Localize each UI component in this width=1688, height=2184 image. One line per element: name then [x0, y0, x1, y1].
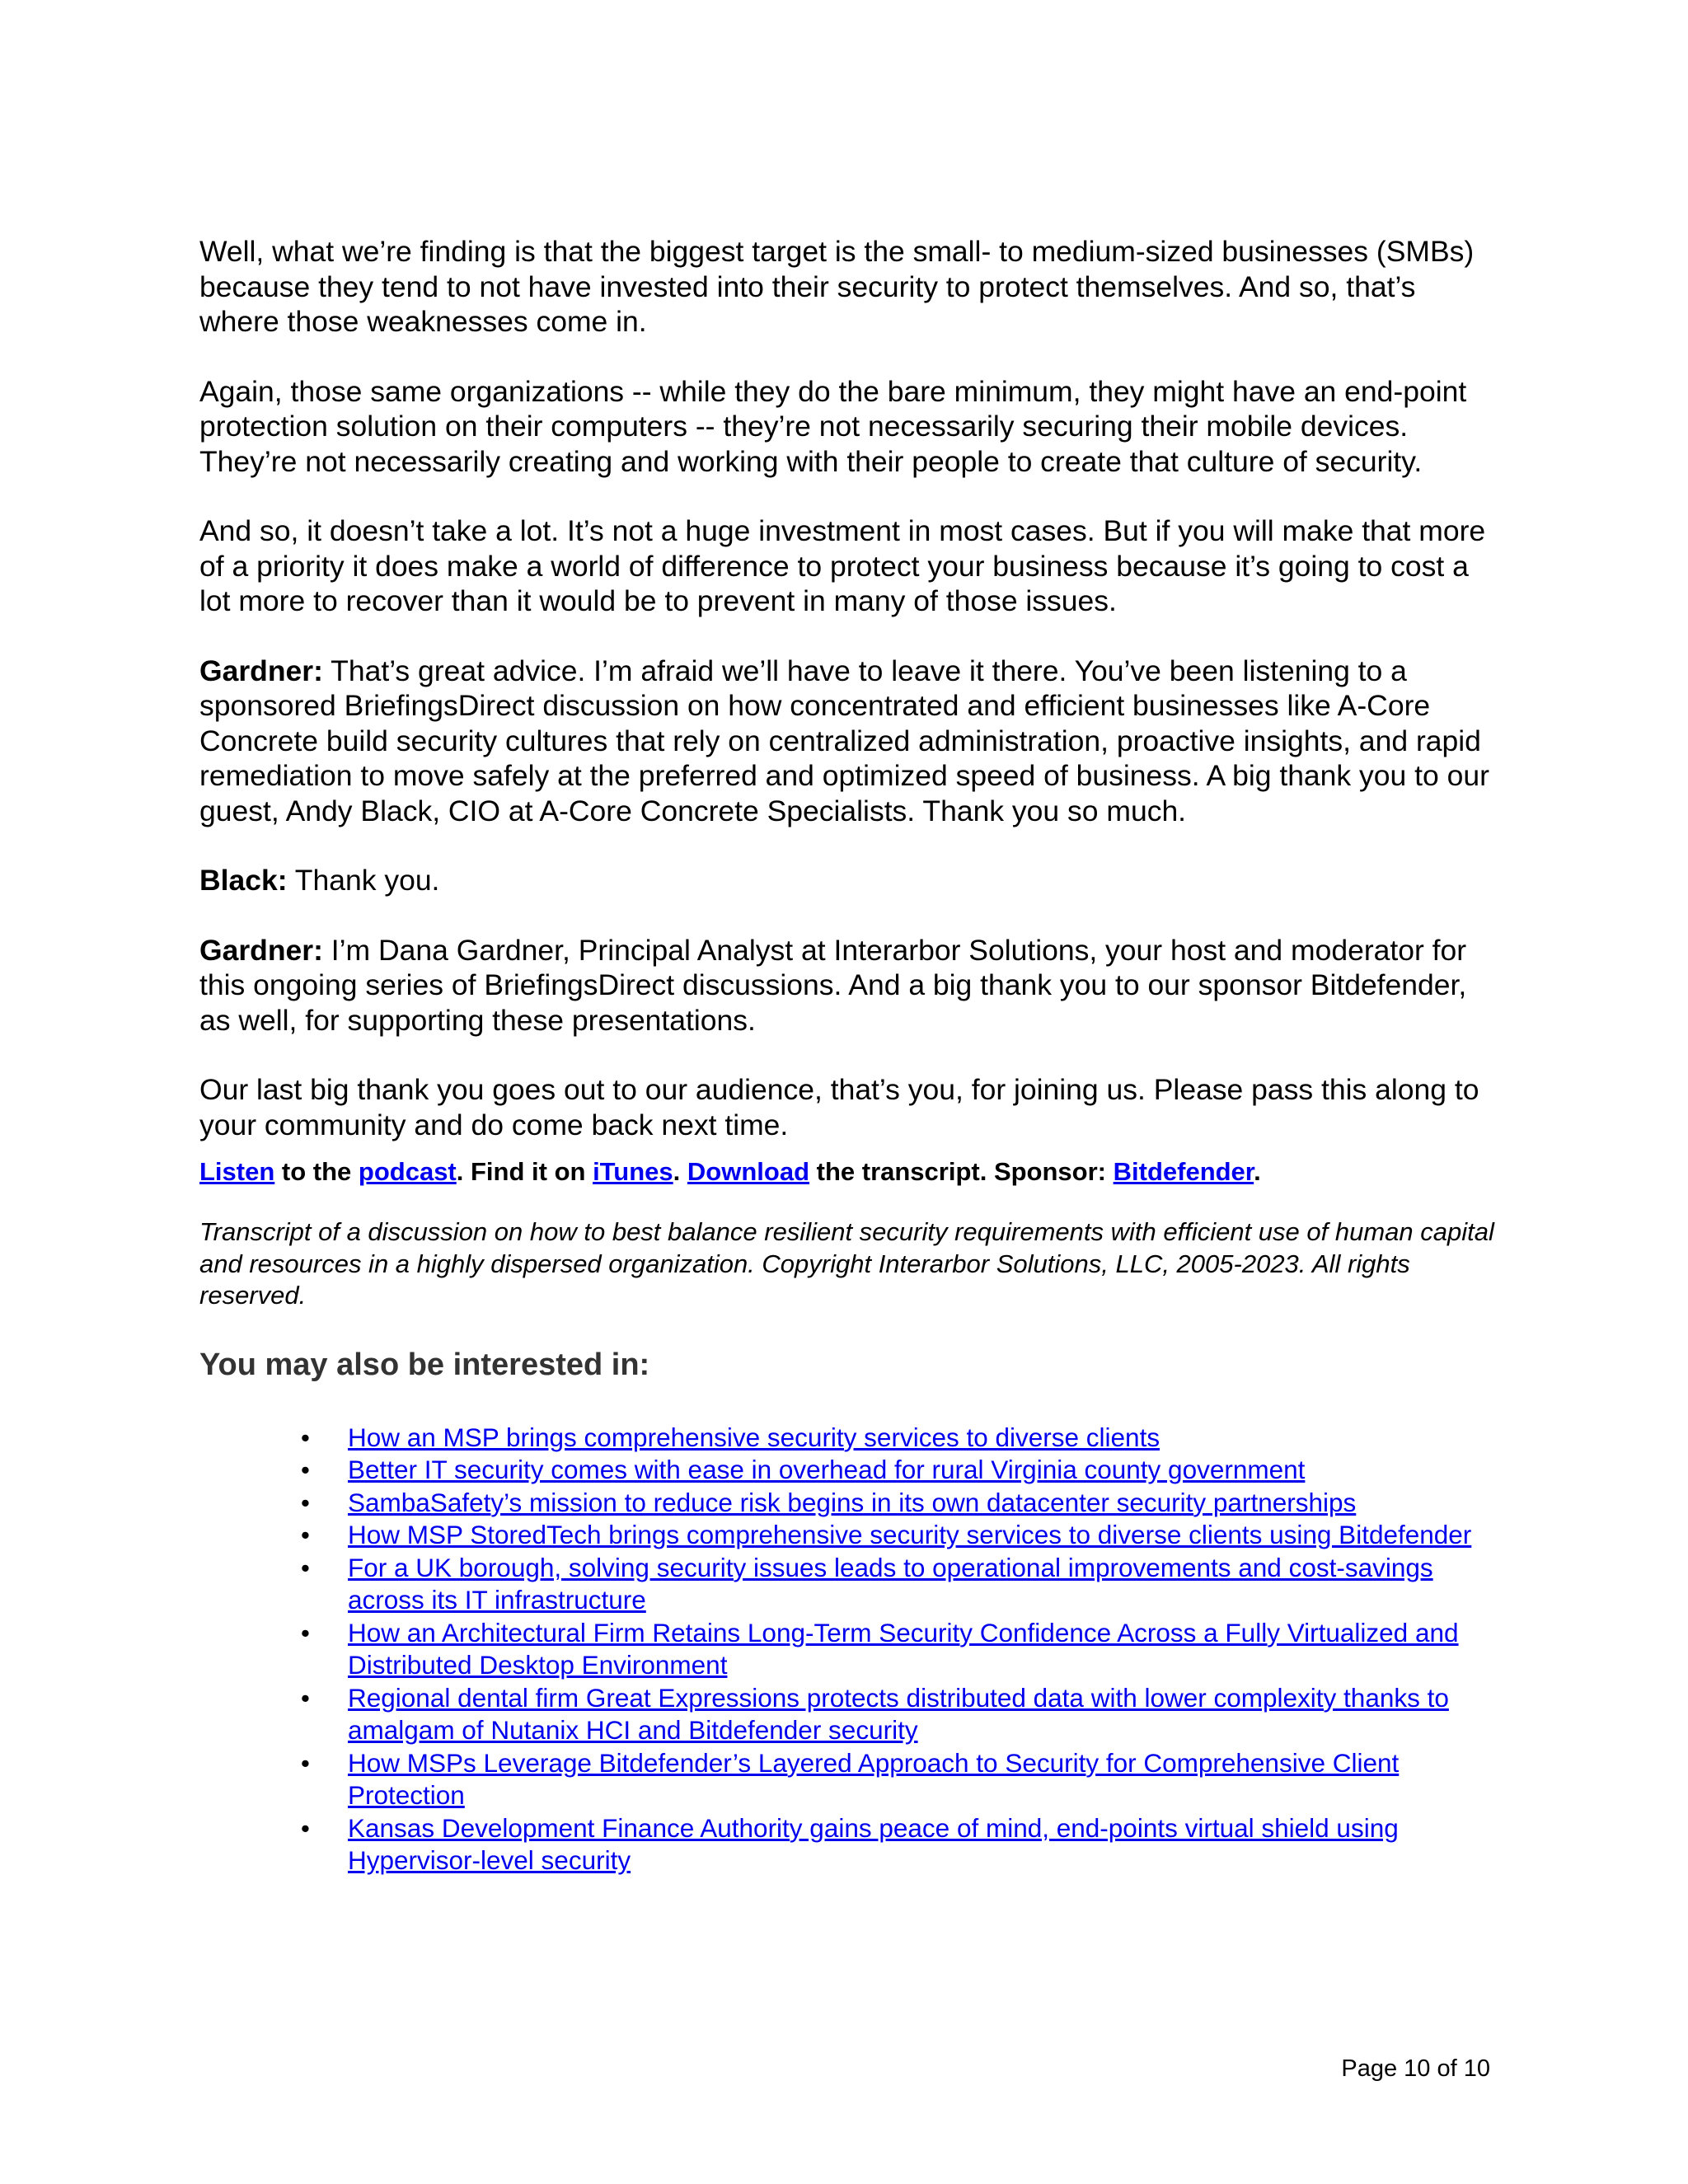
paragraph-text: I’m Dana Gardner, Principal Analyst at Interarbor Solutions, your host and moderator for this ongoing series of BriefingsDirect discussions. And a big thank you to our sponsor Bitdefender, as well, for supporting these presentations.: [199, 933, 1467, 1037]
itunes-link[interactable]: iTunes: [593, 1157, 673, 1186]
related-link[interactable]: How an MSP brings comprehensive security services to diverse clients: [348, 1422, 1160, 1452]
list-item: [199, 1617, 1498, 1682]
speaker-label: Black:: [199, 864, 288, 897]
bullet-icon: •: [301, 1618, 310, 1647]
paragraph-text: Our last big thank you goes out to our audience, that’s you, for joining us. Please pass this along to your community and do come back next time.: [199, 1073, 1479, 1141]
promo-text: .: [1254, 1157, 1261, 1186]
speaker-label: Gardner:: [199, 933, 323, 967]
list-item: [199, 1682, 1498, 1747]
related-heading: You may also be interested in:: [199, 1347, 650, 1382]
list-item: [199, 1747, 1498, 1812]
bullet-icon: •: [301, 1488, 310, 1517]
bullet-icon: •: [301, 1521, 310, 1549]
document-page: [199, 234, 1498, 1877]
related-links-list: [199, 1422, 1498, 1877]
paragraph-3: [199, 513, 1498, 619]
paragraph-7: [199, 1072, 1498, 1142]
list-item: [199, 1812, 1498, 1877]
list-item: [199, 1422, 1498, 1455]
list-item: [199, 1552, 1498, 1617]
related-link[interactable]: How MSP StoredTech brings comprehensive security services to diverse clients using Bitdefender: [348, 1520, 1472, 1549]
page-number: Page 10 of 10: [1341, 2055, 1490, 2082]
paragraph-text: That’s great advice. I’m afraid we’ll have to leave it there. You’ve been listening to a sponsored BriefingsDirect discussion on how concentrated and efficient businesses like A-Core Concrete build security cultures that rely on centralized administration, proactive insights, and rapid remediation to move safely at the preferred and optimized speed of business. A big thank you to our guest, Andy Black, CIO at A-Core Concrete Specialists. Thank you so much.: [199, 654, 1489, 827]
paragraph-5: [199, 863, 1498, 898]
paragraph-text: Well, what we’re finding is that the biggest target is the small- to medium-sized businesses (SMBs) because they tend to not have invested into their security to protect themselves. And so, that’s where those weaknesses come in.: [199, 235, 1475, 338]
paragraph-4: [199, 654, 1498, 829]
related-link[interactable]: Kansas Development Finance Authority gains peace of mind, end-points virtual shield using Hypervisor-level security: [348, 1812, 1399, 1875]
bullet-icon: •: [301, 1748, 310, 1778]
paragraph-text: And so, it doesn’t take a lot. It’s not a huge investment in most cases. But if you will make that more of a priority it does make a world of difference to protect your business because it’s going to cost a lot more to recover than it would be to prevent in many of those issues.: [199, 514, 1486, 617]
promo-text: to the: [274, 1157, 359, 1186]
paragraph-text: Again, those same organizations -- while they do the bare minimum, they might have an end-point protection solution on their computers -- they’re not necessarily securing their mobile devices. They’re not necessarily creating and working with their people to create that culture of security.: [199, 374, 1467, 478]
related-link[interactable]: Regional dental firm Great Expressions protects distributed data with lower complexity thanks to amalgam of Nutanix HCI and Bitdefender security: [348, 1682, 1449, 1745]
promo-text: . Find it on: [456, 1157, 593, 1186]
bullet-icon: •: [301, 1813, 310, 1843]
list-item: [199, 1487, 1498, 1520]
bullet-icon: •: [301, 1455, 310, 1484]
paragraph-2: [199, 374, 1498, 480]
podcast-promo-line: [199, 1155, 1498, 1188]
speaker-label: Gardner:: [199, 654, 323, 687]
paragraph-1: [199, 234, 1498, 340]
promo-text: the transcript. Sponsor:: [809, 1157, 1114, 1186]
download-link[interactable]: Download: [687, 1157, 810, 1186]
related-link[interactable]: SambaSafety’s mission to reduce risk begins in its own datacenter security partnerships: [348, 1487, 1357, 1517]
promo-text: .: [673, 1157, 687, 1186]
bullet-icon: •: [301, 1553, 310, 1582]
list-item: [199, 1454, 1498, 1487]
related-link[interactable]: How MSPs Leverage Bitdefender’s Layered Approach to Security for Comprehensive Client Protection: [348, 1747, 1400, 1810]
bitdefender-link[interactable]: Bitdefender: [1113, 1157, 1254, 1186]
paragraph-text: Thank you.: [294, 864, 440, 897]
related-link[interactable]: How an Architectural Firm Retains Long-Term Security Confidence Across a Fully Virtualized and Distributed Desktop Environment: [348, 1617, 1459, 1680]
paragraph-6: [199, 933, 1498, 1038]
transcript-caption: Transcript of a discussion on how to best balance resilient security requirements with efficient use of human capital and resources in a highly dispersed organization. Copyright Interarbor Solutions, LLC, 2005-2023. All rights reserved.: [199, 1217, 1494, 1310]
list-item: [199, 1519, 1498, 1552]
listen-link[interactable]: Listen: [199, 1157, 275, 1186]
bullet-icon: •: [301, 1683, 310, 1713]
bullet-icon: •: [301, 1422, 310, 1452]
related-link[interactable]: For a UK borough, solving security issues leads to operational improvements and cost-savings across its IT infrastructure: [348, 1552, 1433, 1615]
related-link[interactable]: Better IT security comes with ease in overhead for rural Virginia county government: [348, 1455, 1306, 1484]
podcast-link[interactable]: podcast: [358, 1157, 457, 1186]
